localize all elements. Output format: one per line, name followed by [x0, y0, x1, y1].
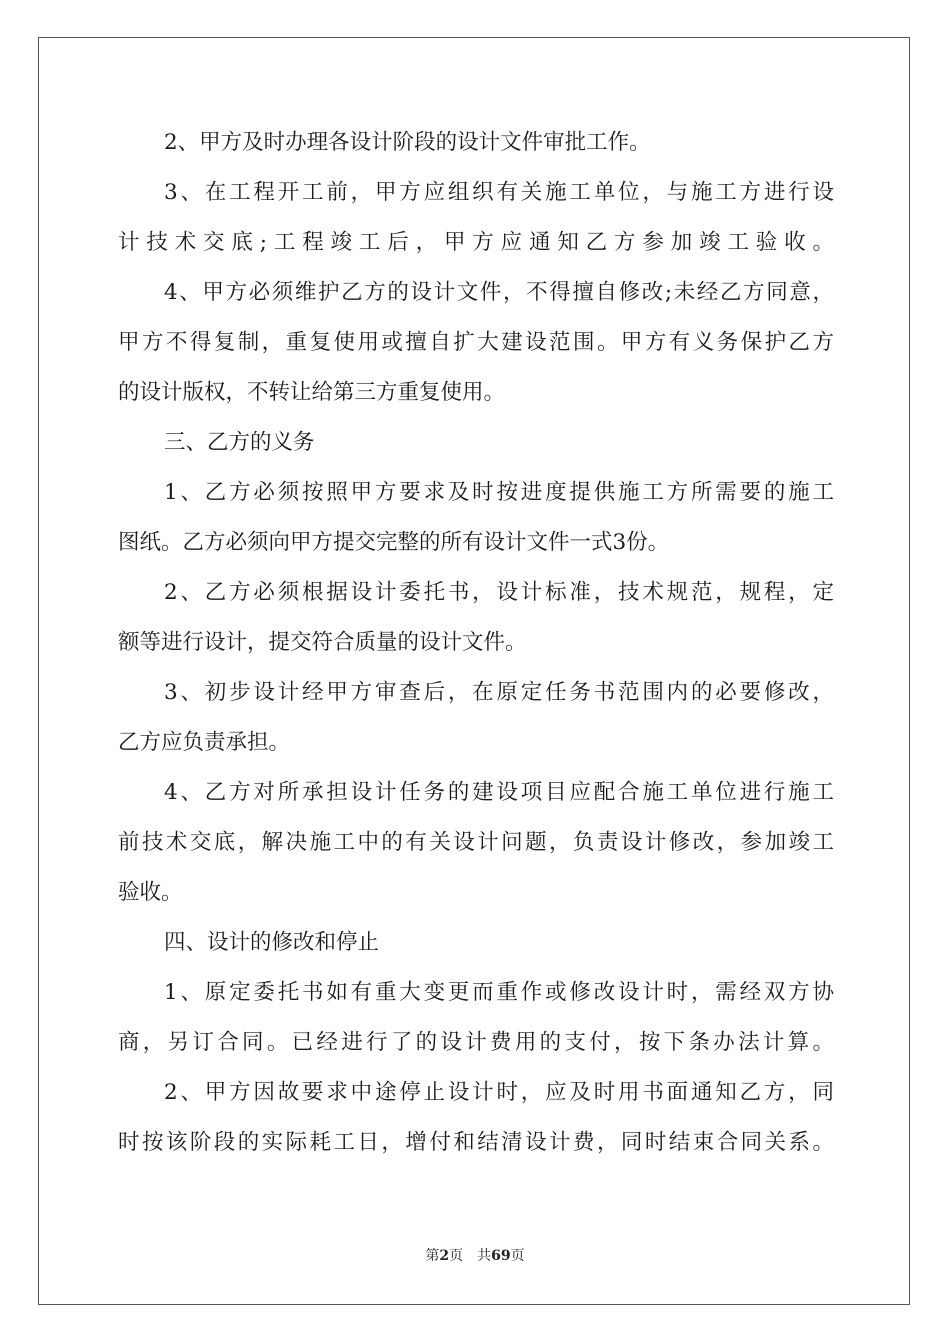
paragraph-line: 的设计版权，不转让给第三方重复使用。 — [118, 380, 506, 405]
paragraph-line: 计技术交底;工程竣工后，甲方应通知乙方参加竣工验收。 — [118, 230, 834, 255]
footer-total-suffix: 页 — [510, 1248, 525, 1264]
paragraph-line: 前技术交底，解决施工中的有关设计问题，负责设计修改，参加竣工 — [118, 830, 834, 855]
paragraph-line: 2、甲方及时办理各设计阶段的设计文件审批工作。 — [164, 130, 651, 155]
paragraph-line: 额等进行设计，提交符合质量的设计文件。 — [118, 630, 527, 655]
paragraph-line: 2、甲方因故要求中途停止设计时，应及时用书面通知乙方，同 — [164, 1080, 834, 1105]
paragraph-line: 3、在工程开工前，甲方应组织有关施工单位，与施工方进行设 — [164, 180, 834, 205]
footer-prefix: 第 — [425, 1248, 440, 1264]
footer-page-suffix: 页 — [449, 1248, 464, 1264]
paragraph-line: 4、乙方对所承担设计任务的建设项目应配合施工单位进行施工 — [164, 780, 834, 805]
paragraph-line: 时按该阶段的实际耗工日，增付和结清设计费，同时结束合同关系。 — [118, 1130, 834, 1155]
section-heading: 三、乙方的义务 — [164, 430, 315, 455]
paragraph-line: 图纸。乙方必须向甲方提交完整的所有设计文件一式3份。 — [118, 530, 670, 555]
paragraph-line: 4、甲方必须维护乙方的设计文件，不得擅自修改;未经乙方同意， — [164, 280, 834, 305]
paragraph-line: 1、乙方必须按照甲方要求及时按进度提供施工方所需要的施工 — [164, 480, 834, 505]
section-heading: 四、设计的修改和停止 — [164, 930, 380, 955]
paragraph-line: 3、初步设计经甲方审查后，在原定任务书范围内的必要修改， — [164, 680, 834, 705]
paragraph-line: 2、乙方必须根据设计委托书，设计标准，技术规范，规程，定 — [164, 580, 834, 605]
paragraph-line: 1、原定委托书如有重大变更而重作或修改设计时，需经双方协 — [164, 980, 834, 1005]
paragraph-line: 验收。 — [118, 880, 183, 905]
current-page-number: 2 — [439, 1248, 450, 1264]
footer-total-prefix: 共 — [477, 1248, 492, 1264]
paragraph-line: 商，另订合同。已经进行了的设计费用的支付，按下条办法计算。 — [118, 1030, 834, 1055]
paragraph-line: 乙方应负责承担。 — [118, 730, 291, 755]
page-footer — [0, 1245, 950, 1265]
total-page-count: 69 — [491, 1248, 511, 1264]
paragraph-line: 甲方不得复制，重复使用或擅自扩大建设范围。甲方有义务保护乙方 — [118, 330, 834, 355]
